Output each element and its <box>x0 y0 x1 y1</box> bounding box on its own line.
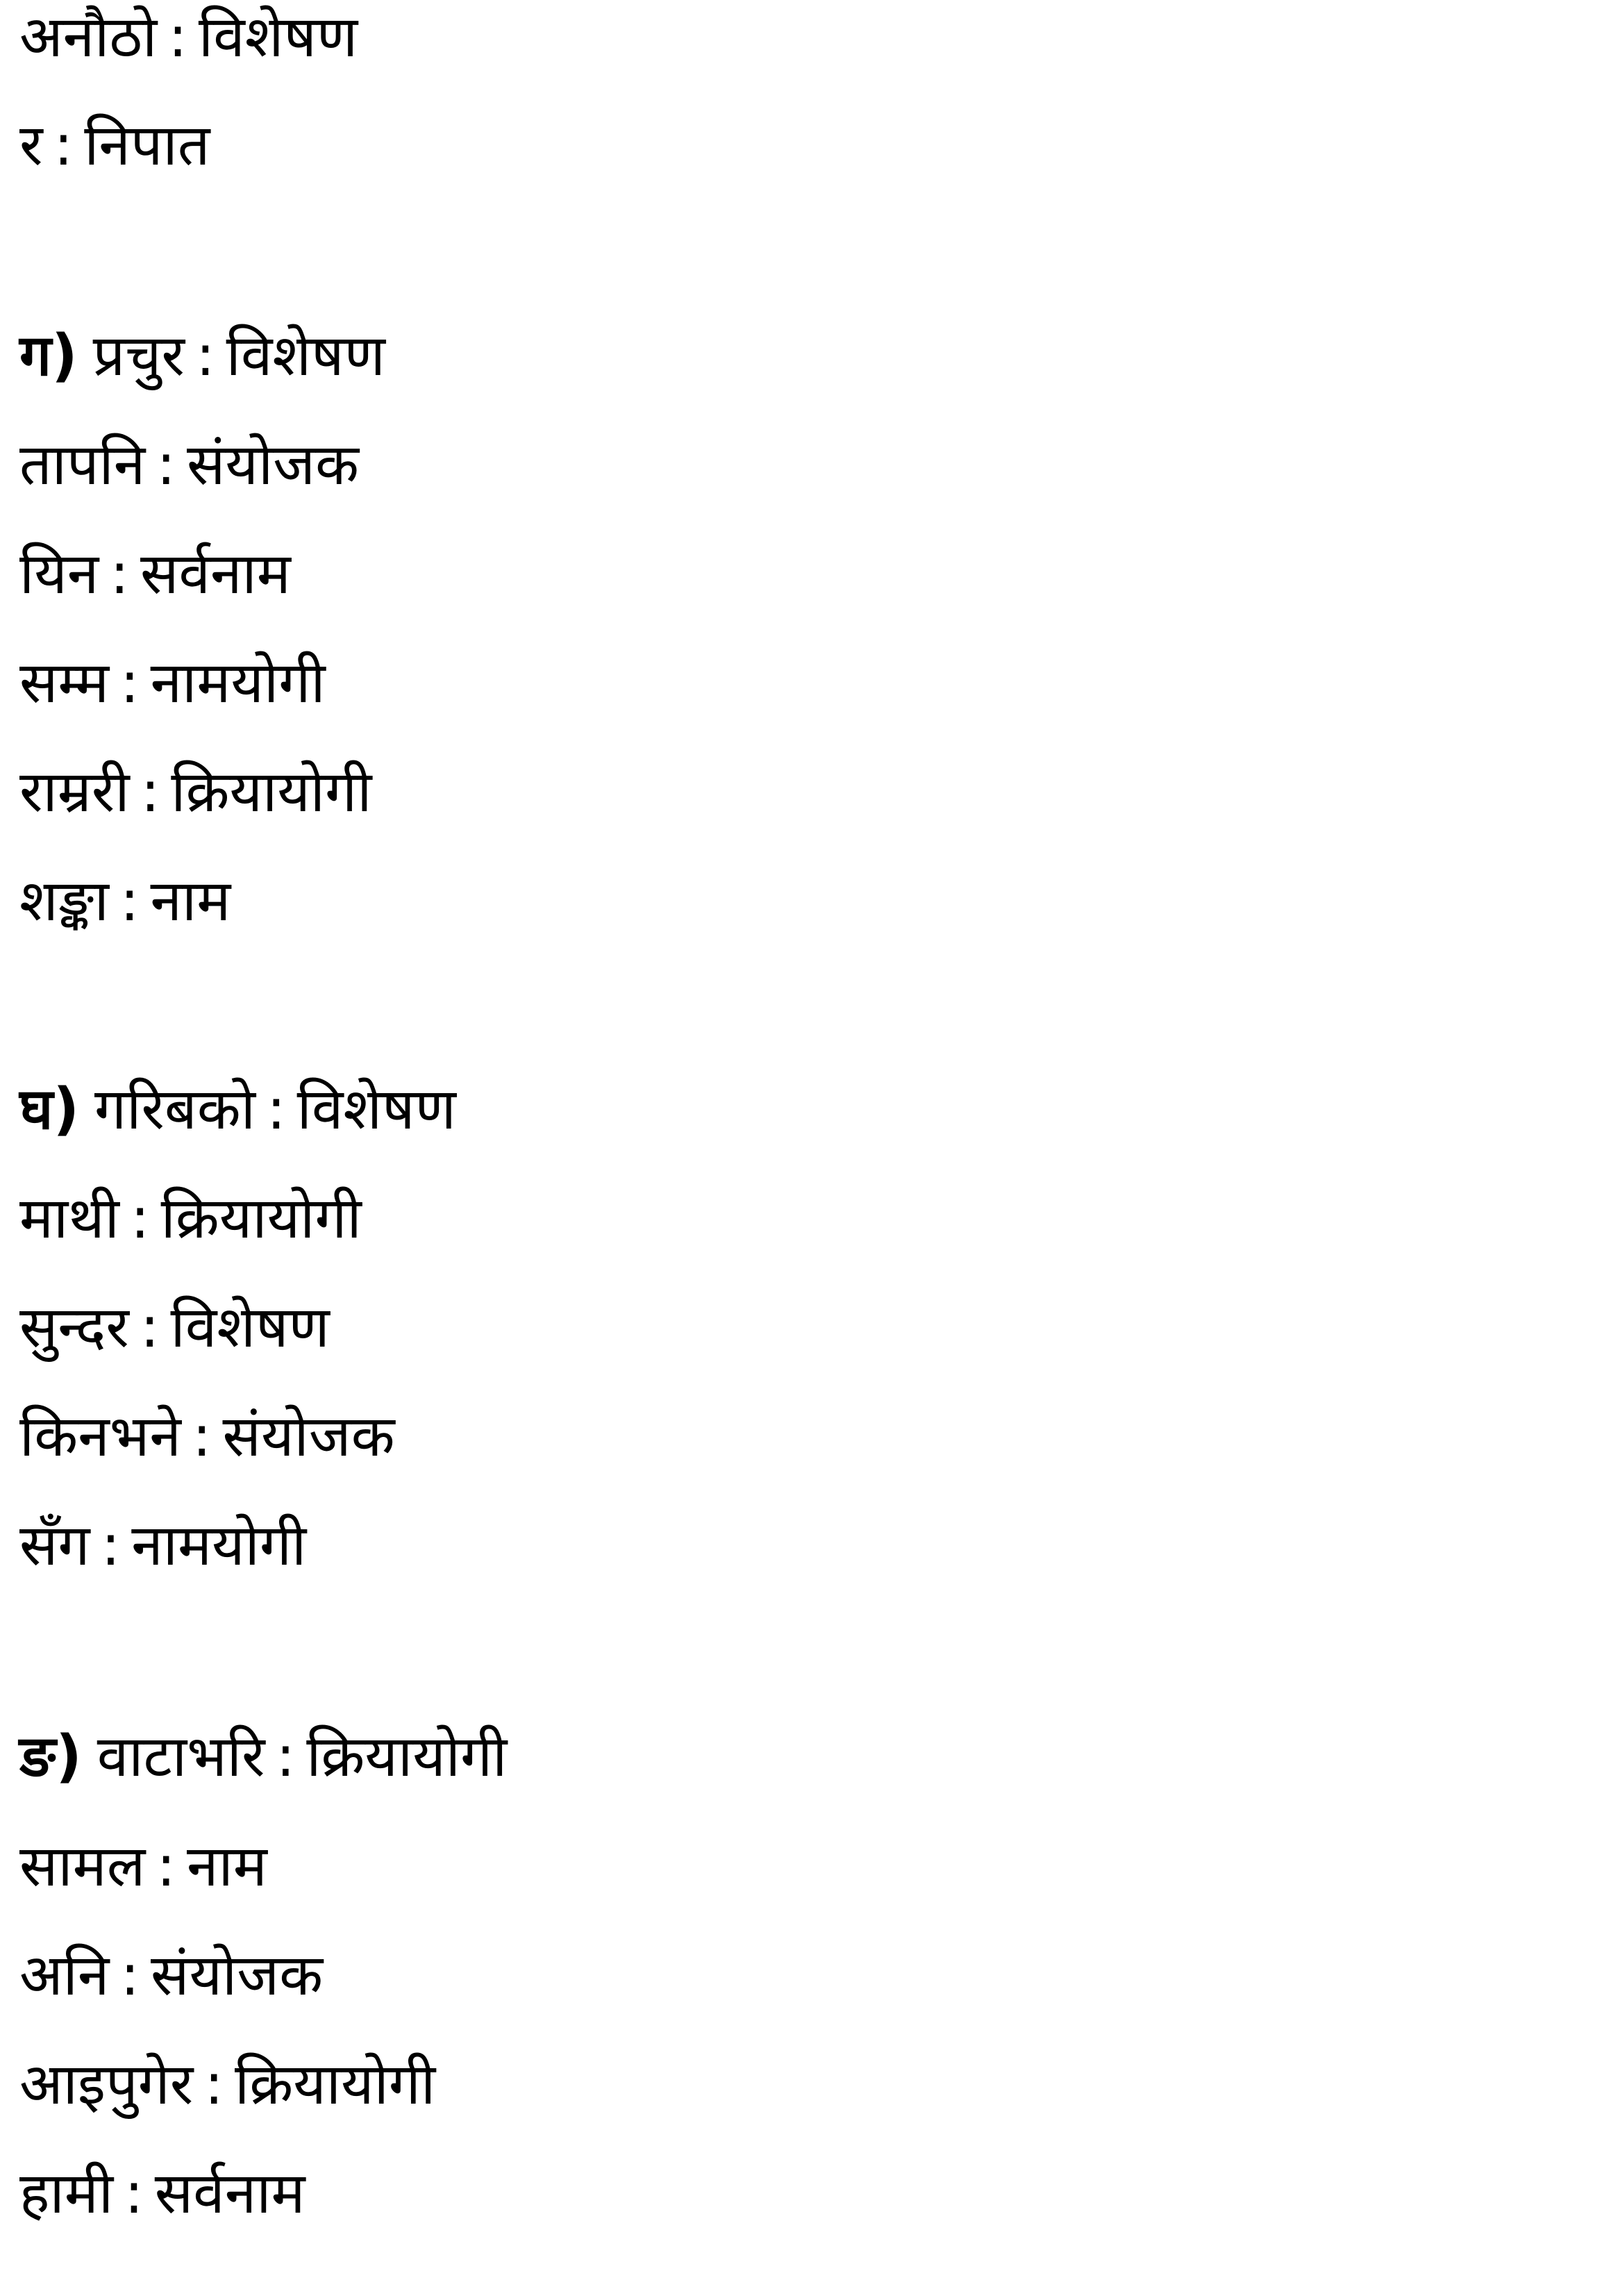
entry-line <box>19 1504 306 1588</box>
entry-category: सर्वनाम <box>140 541 291 607</box>
entry-line <box>19 2043 435 2127</box>
entry-category: निपात <box>84 113 210 178</box>
entry-category: क्रियायोगी <box>235 2052 436 2118</box>
entry-category: विशेषण <box>296 1076 456 1142</box>
entry-category: संयोजक <box>222 1404 395 1470</box>
entry-separator: : <box>130 1186 150 1251</box>
entry-separator: : <box>120 1943 140 2008</box>
entry-separator: : <box>53 113 74 178</box>
entry-word: प्रचुर <box>92 323 185 389</box>
entry-line <box>19 533 291 616</box>
entry-category: नाम <box>150 868 231 934</box>
entry-line <box>19 0 358 79</box>
entry-word: सँग <box>19 1513 90 1579</box>
entry-line <box>19 860 231 943</box>
entry-category: नामयोगी <box>131 1513 307 1579</box>
group-marker: घ) <box>19 1076 79 1142</box>
entry-line <box>19 1934 323 2018</box>
entry-word: शङ्का <box>19 868 109 934</box>
entry-category: नाम <box>186 1833 267 1899</box>
entry-word: सामल <box>19 1833 146 1899</box>
entry-line <box>19 751 371 834</box>
entry-separator: : <box>120 650 140 716</box>
entry-line <box>19 1825 267 1908</box>
entry-separator: : <box>140 759 160 825</box>
entry-separator: : <box>140 1295 160 1361</box>
entry-word: अनि <box>19 1943 110 2008</box>
entry-word: सुन्दर <box>19 1295 129 1361</box>
entry-word: आइपुगेर <box>19 2052 194 2118</box>
entry-word: सम्म <box>19 650 109 716</box>
entry-separator: : <box>195 323 215 389</box>
entry-word: वाटाभरि <box>97 1724 265 1790</box>
entry-word: हामी <box>19 2161 114 2227</box>
entry-category: विशेषण <box>226 323 385 389</box>
entry-line <box>19 642 326 725</box>
entry-word: राम्ररी <box>19 759 130 825</box>
entry-separator: : <box>110 541 129 607</box>
entry-word: यिन <box>19 541 99 607</box>
entry-line <box>19 2152 305 2236</box>
entry-line <box>19 1286 330 1370</box>
entry-separator: : <box>168 4 187 70</box>
entry-word: तापनि <box>19 432 146 498</box>
entry-line <box>19 424 359 507</box>
entry-separator: : <box>204 2052 224 2118</box>
group-marker: ग) <box>19 323 78 389</box>
entry-category: क्रियायोगी <box>306 1724 508 1790</box>
entry-word: अनौठो <box>19 4 158 70</box>
entry-separator: : <box>276 1724 296 1790</box>
entry-separator: : <box>156 432 176 498</box>
entry-word: र <box>19 113 43 178</box>
entry-category: क्रियायोगी <box>160 1186 362 1251</box>
entry-separator: : <box>156 1833 176 1899</box>
entry-separator: : <box>124 2161 144 2227</box>
entry-line <box>19 1395 395 1479</box>
entry-line <box>19 1177 362 1261</box>
entry-separator: : <box>119 868 140 934</box>
entry-line <box>19 1068 456 1151</box>
entry-separator: : <box>266 1076 286 1142</box>
entry-category: विशेषण <box>198 4 358 70</box>
entry-word: किनभने <box>19 1404 181 1470</box>
entry-line <box>19 315 385 398</box>
entry-category: सर्वनाम <box>154 2161 305 2227</box>
group-marker: ङ) <box>19 1724 82 1790</box>
entry-category: संयोजक <box>186 432 360 498</box>
entry-word: माथी <box>19 1186 119 1251</box>
entry-category: क्रियायोगी <box>171 759 372 825</box>
entry-category: नामयोगी <box>150 650 326 716</box>
entry-line <box>19 1715 507 1799</box>
entry-separator: : <box>192 1404 212 1470</box>
entry-word: गरिबको <box>94 1076 256 1142</box>
entry-category: विशेषण <box>170 1295 330 1361</box>
entry-line <box>19 104 210 188</box>
entry-category: संयोजक <box>151 1943 324 2008</box>
entry-separator: : <box>101 1513 121 1579</box>
